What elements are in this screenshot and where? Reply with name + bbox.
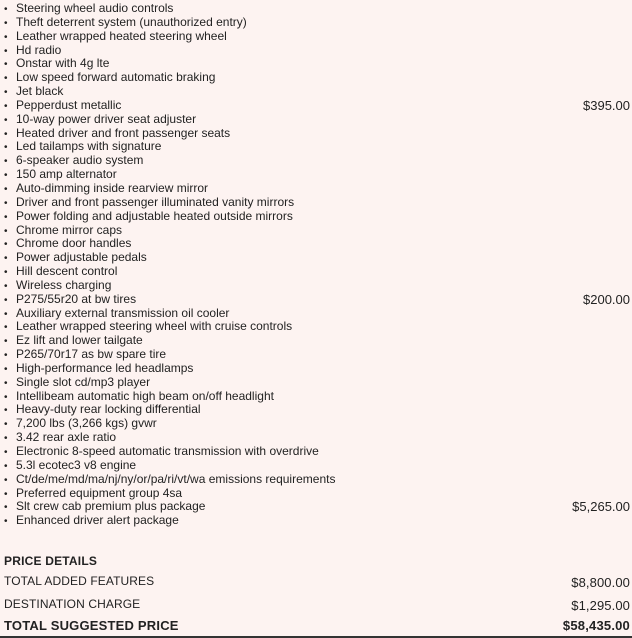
feature-name: Hill descent control — [16, 264, 118, 279]
destination-charge-row — [4, 595, 630, 618]
bullet-icon: • — [4, 363, 8, 375]
feature-name: Single slot cd/mp3 player — [16, 374, 151, 389]
feature-name: Theft deterrent system (unauthorized entry) — [16, 14, 247, 29]
total-suggested-price-label: TOTAL SUGGESTED PRICE — [4, 618, 179, 633]
feature-name: Auxiliary external transmission oil cooler — [16, 305, 230, 320]
bullet-icon: • — [4, 350, 8, 362]
bullet-icon: • — [4, 211, 8, 223]
feature-item — [4, 403, 630, 417]
feature-name: Pepperdust metallic — [16, 97, 122, 112]
bullet-icon: • — [4, 17, 8, 29]
feature-name: Ct/de/me/md/ma/nj/ny/or/pa/ri/vt/wa emissions requirements — [16, 471, 336, 486]
feature-name: Led tailamps with signature — [16, 139, 162, 154]
feature-item — [4, 279, 630, 293]
feature-item — [4, 348, 630, 362]
feature-item — [4, 334, 630, 348]
feature-item — [4, 99, 630, 113]
feature-item — [4, 237, 630, 251]
feature-name: 10-way power driver seat adjuster — [16, 111, 197, 126]
feature-name: High-performance led headlamps — [16, 360, 194, 375]
bullet-icon: • — [4, 197, 8, 209]
feature-name: Enhanced driver alert package — [16, 513, 179, 528]
feature-name: Slt crew cab premium plus package — [16, 499, 206, 514]
bullet-icon: • — [4, 59, 8, 71]
feature-name: Hd radio — [16, 42, 62, 57]
bullet-icon: • — [4, 170, 8, 182]
feature-item — [4, 71, 630, 85]
bullet-icon: • — [4, 253, 8, 265]
bullet-icon: • — [4, 294, 8, 306]
bullet-icon: • — [4, 377, 8, 389]
bullet-icon: • — [4, 4, 8, 15]
bullet-icon: • — [4, 474, 8, 486]
feature-name: Power folding and adjustable heated outside mirrors — [16, 208, 293, 223]
feature-item — [4, 376, 630, 390]
feature-name: 6-speaker audio system — [16, 153, 144, 168]
bullet-icon: • — [4, 280, 8, 292]
feature-item — [4, 473, 630, 487]
feature-item — [4, 44, 630, 58]
bullet-icon: • — [4, 502, 8, 514]
feature-name: Electronic 8-speed automatic transmission with overdrive — [16, 444, 319, 458]
bullet-icon: • — [4, 488, 8, 500]
destination-charge-value: $1,295.00 — [571, 597, 630, 613]
feature-name: Wireless charging — [16, 277, 112, 292]
feature-price: $395.00 — [583, 97, 630, 113]
feature-item — [4, 487, 630, 501]
destination-charge-label: DESTINATION CHARGE — [4, 596, 141, 611]
feature-name: Power adjustable pedals — [16, 250, 147, 265]
bullet-icon: • — [4, 73, 8, 85]
feature-name: Intellibeam automatic high beam on/off headlight — [16, 388, 274, 403]
feature-item — [4, 293, 630, 307]
total-suggested-price-value: $58,435.00 — [562, 618, 630, 633]
total-suggested-price-row — [4, 616, 630, 636]
feature-name: P275/55r20 at bw tires — [16, 291, 137, 306]
feature-name: Preferred equipment group 4sa — [16, 485, 183, 500]
bullet-icon: • — [4, 419, 8, 431]
price-details-heading: PRICE DETAILS — [4, 554, 98, 568]
feature-item — [4, 168, 630, 182]
bullet-icon: • — [4, 308, 8, 320]
bullet-icon: • — [4, 391, 8, 403]
bullet-icon: • — [4, 460, 8, 472]
bullet-icon: • — [4, 31, 8, 43]
bullet-icon: • — [4, 87, 8, 99]
feature-item — [4, 113, 630, 127]
feature-name: Onstar with 4g lte — [16, 56, 110, 71]
feature-item — [4, 445, 630, 459]
bullet-icon: • — [4, 447, 8, 458]
feature-name: Ez lift and lower tailgate — [16, 333, 143, 348]
feature-item — [4, 390, 630, 404]
total-added-features-value: $8,800.00 — [571, 575, 630, 590]
bullet-icon: • — [4, 239, 8, 251]
total-added-features-row — [4, 572, 630, 595]
feature-name: Leather wrapped steering wheel with cruise controls — [16, 319, 293, 334]
bullet-icon: • — [4, 142, 8, 154]
feature-name: 3.42 rear axle ratio — [16, 430, 117, 445]
feature-name: Heavy-duty rear locking differential — [16, 402, 201, 417]
feature-item — [4, 57, 630, 71]
feature-name: P265/70r17 as bw spare tire — [16, 347, 167, 362]
bullet-icon: • — [4, 267, 8, 279]
bullet-icon: • — [4, 45, 8, 57]
feature-name: Jet black — [16, 84, 64, 99]
feature-item — [4, 514, 630, 528]
bullet-icon: • — [4, 183, 8, 195]
bullet-icon: • — [4, 156, 8, 168]
feature-item — [4, 85, 630, 99]
feature-item — [4, 320, 630, 334]
feature-item — [4, 417, 630, 431]
feature-item — [4, 362, 630, 376]
feature-name: Leather wrapped heated steering wheel — [16, 28, 227, 43]
feature-item — [4, 307, 630, 321]
feature-price: $5,265.00 — [572, 499, 630, 515]
feature-name: 7,200 lbs (3,266 kgs) gvwr — [16, 416, 157, 431]
feature-price: $200.00 — [583, 291, 630, 307]
bullet-icon: • — [4, 100, 8, 112]
bullet-icon: • — [4, 114, 8, 126]
bullet-icon: • — [4, 225, 8, 237]
feature-name: Heated driver and front passenger seats — [16, 125, 231, 140]
feature-item — [4, 210, 630, 224]
bullet-icon: • — [4, 336, 8, 348]
total-added-features-label: TOTAL ADDED FEATURES — [4, 574, 155, 588]
feature-name: Chrome door handles — [16, 236, 132, 251]
feature-name: Auto-dimming inside rearview mirror — [16, 180, 209, 195]
feature-item — [4, 154, 630, 168]
feature-item — [4, 459, 630, 473]
feature-item — [4, 30, 630, 44]
feature-item — [4, 182, 630, 196]
feature-item — [4, 196, 630, 210]
feature-item — [4, 127, 630, 141]
price-details-section — [4, 554, 630, 633]
bullet-icon: • — [4, 405, 8, 417]
feature-item — [4, 2, 630, 16]
feature-name: Steering wheel audio controls — [16, 1, 174, 15]
feature-item — [4, 140, 630, 154]
feature-list — [4, 2, 630, 528]
feature-name: Chrome mirror caps — [16, 222, 123, 237]
bullet-icon: • — [4, 128, 8, 140]
bullet-icon: • — [4, 322, 8, 334]
bullet-icon: • — [4, 516, 8, 528]
feature-item — [4, 500, 630, 514]
feature-item — [4, 16, 630, 30]
feature-item — [4, 265, 630, 279]
feature-name: Driver and front passenger illuminated vanity mirrors — [16, 194, 295, 209]
bullet-icon: • — [4, 433, 8, 445]
feature-item — [4, 251, 630, 265]
feature-item — [4, 224, 630, 238]
feature-name: 150 amp alternator — [16, 167, 117, 182]
feature-item — [4, 431, 630, 445]
feature-name: Low speed forward automatic braking — [16, 70, 216, 85]
feature-name: 5.3l ecotec3 v8 engine — [16, 457, 137, 472]
